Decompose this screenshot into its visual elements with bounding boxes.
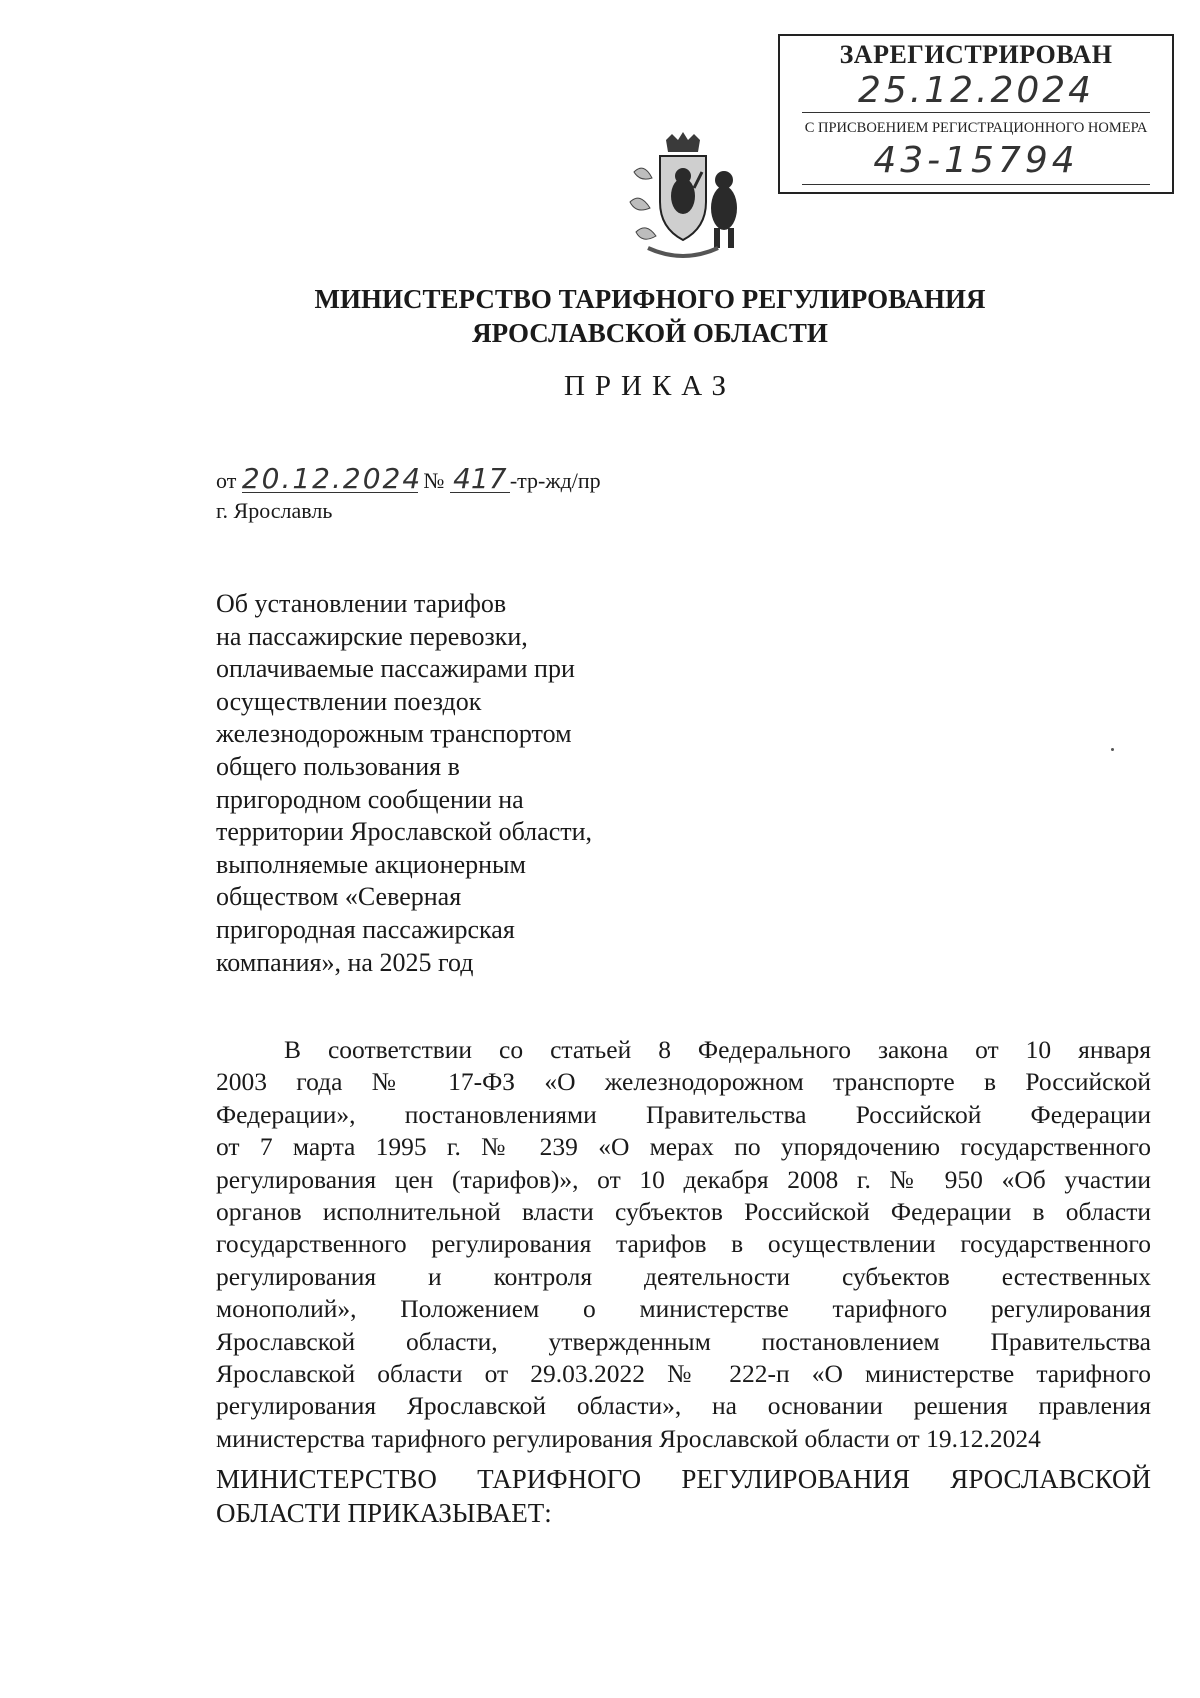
stamp-title: ЗАРЕГИСТРИРОВАН	[839, 40, 1113, 69]
registration-stamp	[778, 34, 1174, 194]
stamp-divider-bottom	[802, 184, 1150, 185]
coat-of-arms-icon	[614, 132, 752, 262]
document-type: ПРИКАЗ	[563, 370, 737, 402]
body-line: министерства тарифного регулирования Ярославской области от 19.12.2024	[216, 1423, 1041, 1453]
number-suffix: -тр-жд/пр	[509, 468, 601, 493]
stamp-caption: С ПРИСВОЕНИЕМ РЕГИСТРАЦИОННОГО НОМЕРА	[804, 120, 1148, 136]
from-prefix: от	[216, 468, 237, 493]
order-subject	[216, 588, 656, 979]
subject-line: пригородная пассажирская	[216, 914, 515, 944]
subject-line: территории Ярославской области,	[216, 817, 593, 847]
order-date-number-line	[216, 462, 601, 495]
subject-line: выполняемые акционерным	[216, 849, 526, 879]
body-line: Ярославской области от 29.03.2022 № 222-п «О министерстве тарифного	[216, 1359, 1151, 1389]
preamble-paragraph	[216, 1034, 1151, 1455]
body-line: регулирования цен (тарифов)», от 10 декабря 2008 г. № 950 «Об участии	[216, 1164, 1151, 1194]
subject-line: обществом «Северная	[216, 882, 462, 912]
ministry-name-line-1: МИНИСТЕРСТВО ТАРИФНОГО РЕГУЛИРОВАНИЯ	[314, 284, 986, 314]
subject-line: оплачиваемые пассажирами при	[216, 654, 575, 684]
subject-line: осуществлении поездок	[216, 686, 482, 716]
body-line: регулирования и контроля деятельности субъектов естественных	[216, 1261, 1151, 1291]
stamp-divider	[802, 112, 1150, 113]
resolution-statement	[216, 1462, 1151, 1530]
number-prefix: №	[423, 468, 445, 493]
body-line: монополий», Положением о министерстве тарифного регулирования	[216, 1294, 1151, 1324]
order-date: 20.12.2024	[241, 462, 423, 495]
body-line: 2003 года № 17-ФЗ «О железнодорожном транспорте в Российской	[216, 1067, 1151, 1097]
body-line: от 7 марта 1995 г. № 239 «О мерах по упорядочению государственного	[216, 1132, 1151, 1162]
scan-speck	[1111, 748, 1114, 751]
subject-line: на пассажирские перевозки,	[216, 621, 528, 651]
body-line: В соответствии со статьей 8 Федерального закона от 10 января	[284, 1035, 1151, 1064]
ministry-name-line-2: ЯРОСЛАВСКОЙ ОБЛАСТИ	[472, 318, 828, 348]
city: г. Ярославль	[216, 498, 333, 523]
order-number: 417	[450, 466, 510, 493]
subject-line: компания», на 2025 год	[216, 947, 474, 977]
stamp-date: 25.12.2024	[857, 70, 1095, 111]
subject-line: Об установлении тарифов	[216, 589, 507, 618]
subject-line: пригородном сообщении на	[216, 784, 524, 814]
body-line: Федерации», постановлениями Правительства Российской Федерации	[216, 1099, 1151, 1129]
subject-line: общего пользования в	[216, 751, 460, 781]
body-line: регулирования Ярославской области», на основании решения правления	[216, 1391, 1151, 1421]
resolution-line: МИНИСТЕРСТВО ТАРИФНОГО РЕГУЛИРОВАНИЯ ЯРОСЛАВСКОЙ	[216, 1464, 1151, 1494]
body-line: органов исполнительной власти субъектов Российской Федерации в области	[216, 1197, 1151, 1227]
subject-line: железнодорожным транспортом	[216, 719, 572, 749]
resolution-line: ОБЛАСТИ ПРИКАЗЫВАЕТ:	[216, 1498, 552, 1528]
stamp-registration-number: 43-15794	[873, 140, 1079, 181]
body-line: государственного регулирования тарифов в осуществлении государственного	[216, 1229, 1151, 1259]
body-line: Ярославской области, утвержденным постановлением Правительства	[216, 1326, 1151, 1356]
